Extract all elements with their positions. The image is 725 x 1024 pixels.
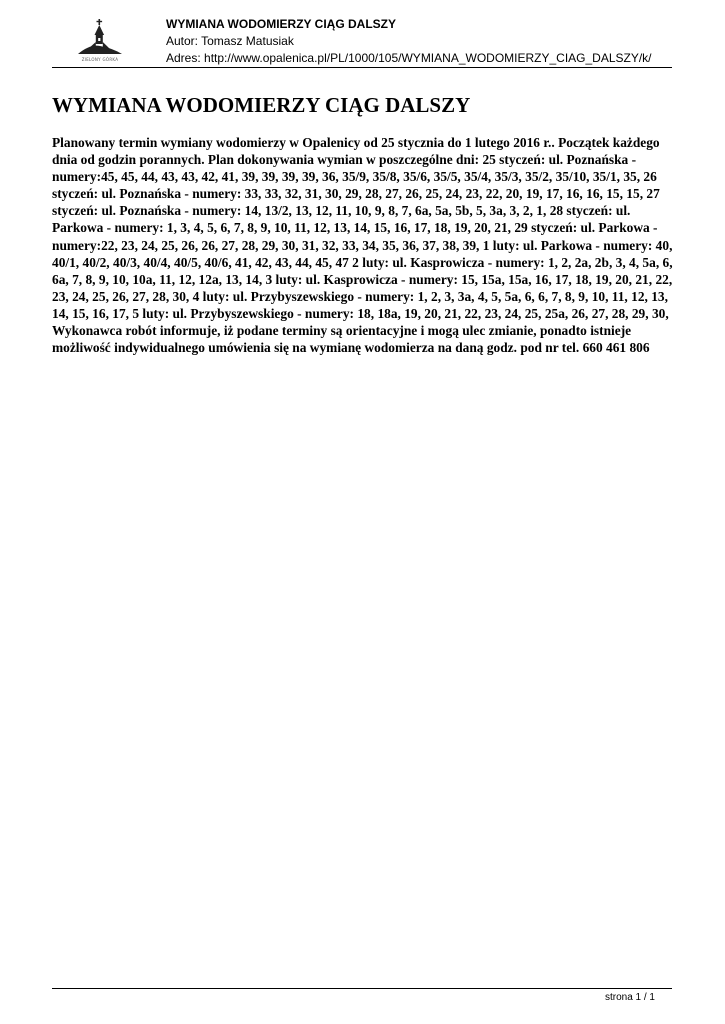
- header-divider: [52, 67, 672, 68]
- site-logo: [74, 18, 126, 66]
- header-address: Adres: http://www.opalenica.pl/PL/1000/105/WYMIANA_WODOMIERZY_CIAG_DALSZY/k/: [166, 51, 652, 65]
- footer-divider: [52, 988, 672, 989]
- church-tower-icon: [74, 18, 126, 58]
- page-number: strona 1 / 1: [604, 992, 655, 1003]
- article-body: Planowany termin wymiany wodomierzy w Opalenicy od 25 stycznia do 1 lutego 2016 r.. Początek każdego dnia od godzin porannych. Plan dokonywania wymian w poszczególne dni: 25 styczeń: ul. Poznańska - numery:45, 45, 44, 43, 43, 42, 41, 39, 39, 39, 39, 36, 35/9, 35/8, 35/6, 35/5, 35/4, 35/3, 35/2, 35/10, 35/1, 35, 26 styczeń: ul. Poznańska - numery: 33, 33, 32, 31, 30, 29, 28, 27, 26, 25, 24, 23, 22, 20, 19, 17, 16, 16, 15, 15, 27 styczeń: ul. Poznańska - numery: 14, 13/2, 13, 12, 11, 10, 9, 8, 7, 6a, 5a, 5b, 5, 3a, 3, 2, 1, 28 styczeń: ul. Parkowa - numery: 1, 3, 4, 5, 6, 7, 8, 9, 10, 11, 12, 13, 14, 15, 16, 17, 18, 19, 20, 21, 29 styczeń: ul. Parkowa - numery:22, 23, 24, 25, 26, 26, 27, 28, 29, 30, 31, 32, 33, 34, 35, 36, 37, 38, 39, 1 luty: ul. Parkowa - numery: 40, 40/1, 40/2, 40/3, 40/4, 40/5, 40/6, 41, 42, 43, 44, 45, 47 2 luty: ul. Kasprowicza - numery: 1, 2, 2a, 2b, 3, 4, 5a, 6, 6a, 7, 8, 9, 10, 10a, 11, 12, 12a, 13, 14, 3 luty: ul. Kasprowicza - numery: 15, 15a, 15a, 16, 17, 18, 19, 20, 21, 22, 23, 24, 25, 26, 27, 28, 30, 4 luty: ul. Przybyszewskiego - numery: 1, 2, 3, 3a, 4, 5, 5a, 6, 6, 7, 8, 9, 10, 11, 12, 13, 14, 15, 16, 17, 5 luty: ul. Przybyszewskiego - numery: 18, 18a, 19, 20, 21, 22, 23, 24, 25, 25a, 26, 27, 28, 29, 30, Wykonawca robót informuje, iż podane terminy są orientacyjne i mogą ulec zmianie, ponadto istnieje możliwość indywidualnego umówienia się na wymianę wodomierza na daną godz. pod nr tel. 660 461 806: [52, 135, 673, 356]
- article-title: WYMIANA WODOMIERZY CIĄG DALSZY: [52, 93, 471, 117]
- logo-caption: ZIELONY GÓRKA: [81, 57, 119, 62]
- page-header: [166, 16, 652, 67]
- header-author: Autor: Tomasz Matusiak: [166, 34, 294, 48]
- header-title: WYMIANA WODOMIERZY CIĄG DALSZY: [166, 17, 396, 31]
